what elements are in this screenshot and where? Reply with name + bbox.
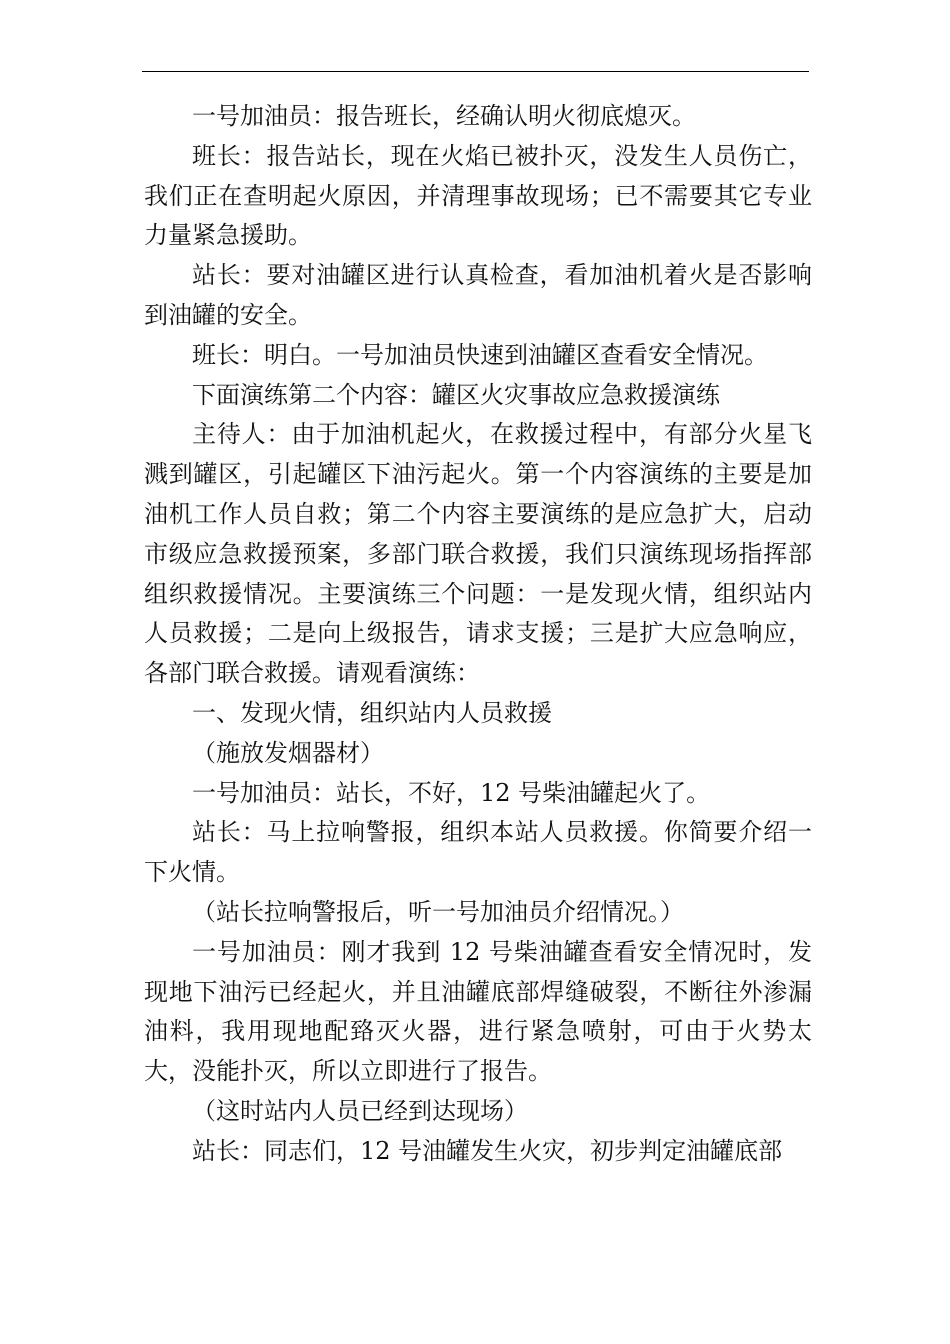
document-body (144, 97, 812, 1172)
paragraph: 站长：同志们，12 号油罐发生火灾，初步判定油罐底部 (192, 1136, 783, 1165)
stage-direction: （施放发烟器材） (192, 738, 384, 767)
section-heading: 一、发现火情，组织站内人员救援 (192, 698, 552, 727)
paragraph: 一号加油员：报告班长，经确认明火彻底熄灭。 (192, 102, 696, 130)
stage-direction: （站长拉响警报后，听一号加油员介绍情况。） (192, 897, 684, 926)
paragraph: 班长：明白。一号加油员快速到油罐区查看安全情况。 (192, 340, 768, 369)
stage-direction: （这时站内人员已经到达现场） (192, 1096, 528, 1125)
paragraph: 主待人：由于加油机起火，在救援过程中，有部分火星飞溅到罐区，引起罐区下油污起火。第一个内容演练的主要是加油机工作人员自救；第二个内容主要演练的是应急扩大，启动市级应急救援预案，多部门联合救援，我们只演练现场指挥部组织救援情况。主要演练三个问题：一是发现火情，组织站内人员救援；二是向上级报告，请求支援；三是扩大应急响应，各部门联合救援。请观看演练： (144, 420, 812, 688)
paragraph: 一号加油员：刚才我到 12 号柴油罐查看安全情况时，发现地下油污已经起火，并且油罐底部焊缝破裂，不断往外渗漏油料，我用现地配臵灭火器，进行紧急喷射，可由于火势太大，没能扑灭，所以立即进行了报告。 (144, 937, 812, 1086)
paragraph: 一号加油员：站长，不好，12 号柴油罐起火了。 (192, 778, 711, 807)
header-rule (142, 71, 809, 72)
paragraph: 班长：报告站长，现在火焰已被扑灭，没发生人员伤亡，我们正在查明起火原因，并清理事故现场；已不需要其它专业力量紧急援助。 (144, 141, 812, 250)
section-intro: 下面演练第二个内容：罐区火灾事故应急救援演练 (192, 380, 720, 409)
paragraph: 站长：马上拉响警报，组织本站人员救援。你简要介绍一下火情。 (144, 818, 812, 887)
paragraph: 站长：要对油罐区进行认真检查，看加油机着火是否影响到油罐的安全。 (144, 261, 812, 329)
